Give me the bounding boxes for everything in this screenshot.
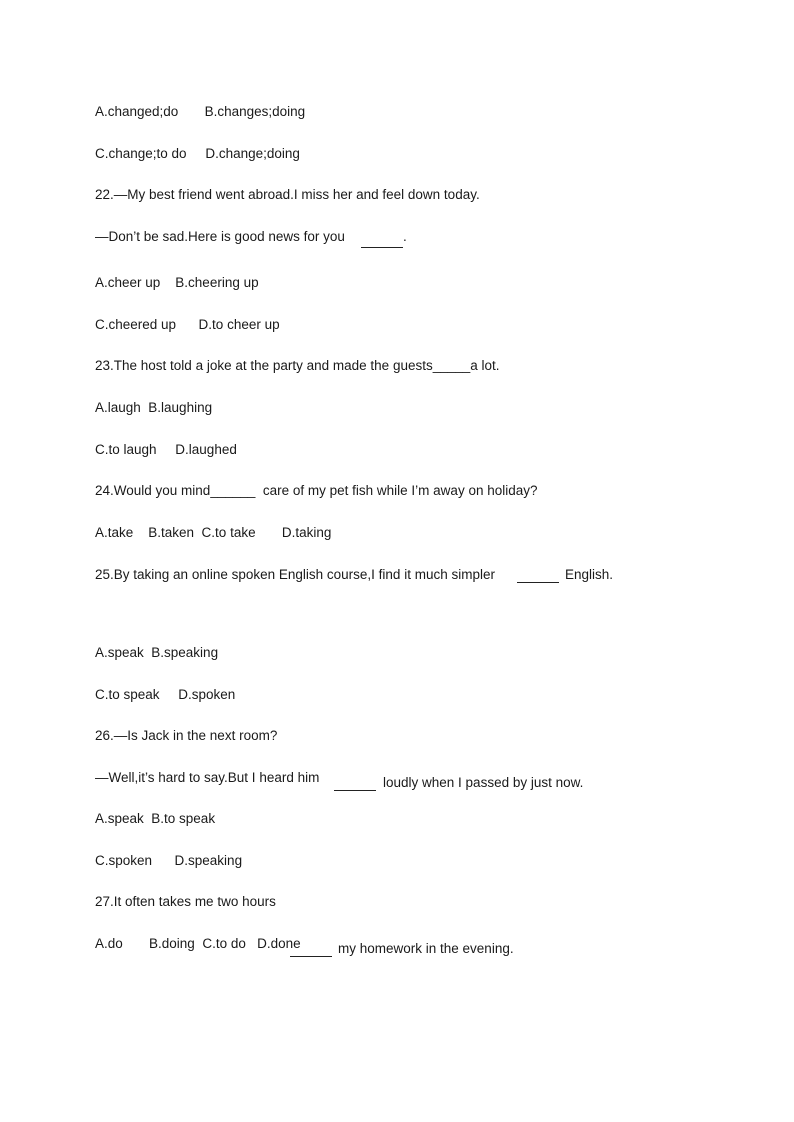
question-26-reply-end: loudly when I passed by just now. xyxy=(383,775,584,790)
q22-options-ab: A.cheer up B.cheering up xyxy=(95,275,259,290)
question-23: 23.The host told a joke at the party and made the guests_____a lot. xyxy=(95,358,500,373)
question-22: 22.—My best friend went abroad.I miss her and feel down today. xyxy=(95,187,480,202)
q21-options-ab: A.changed;do B.changes;doing xyxy=(95,104,306,119)
question-22-reply: —Don’t be sad.Here is good news for you xyxy=(95,229,345,244)
q21-options-cd: C.change;to do D.change;doing xyxy=(95,146,300,161)
question-25: 25.By taking an online spoken English course,I find it much simpler xyxy=(95,567,495,582)
q22-options-cd: C.cheered up D.to cheer up xyxy=(95,317,280,332)
answer-blank xyxy=(334,789,376,791)
q24-options: A.take B.taken C.to take D.taking xyxy=(95,525,332,540)
question-24: 24.Would you mind______ care of my pet fish while I’m away on holiday? xyxy=(95,483,538,498)
question-26-reply: —Well,it’s hard to say.But I heard him xyxy=(95,770,320,785)
question-26: 26.—Is Jack in the next room? xyxy=(95,728,278,743)
question-27: 27.It often takes me two hours xyxy=(95,894,276,909)
q23-options-cd: C.to laugh D.laughed xyxy=(95,442,237,457)
question-22-reply-end: . xyxy=(403,229,407,244)
answer-blank xyxy=(361,246,403,248)
question-27-end: my homework in the evening. xyxy=(338,941,514,956)
q23-options-ab: A.laugh B.laughing xyxy=(95,400,213,415)
q25-options-cd: C.to speak D.spoken xyxy=(95,687,236,702)
q26-options-ab: A.speak B.to speak xyxy=(95,811,216,826)
answer-blank xyxy=(517,581,559,583)
question-25-end: English. xyxy=(565,567,614,582)
q25-options-ab: A.speak B.speaking xyxy=(95,645,219,660)
answer-blank xyxy=(290,955,332,957)
q26-options-cd: C.spoken D.speaking xyxy=(95,853,243,868)
q27-options: A.do B.doing C.to do D.done xyxy=(95,936,301,951)
